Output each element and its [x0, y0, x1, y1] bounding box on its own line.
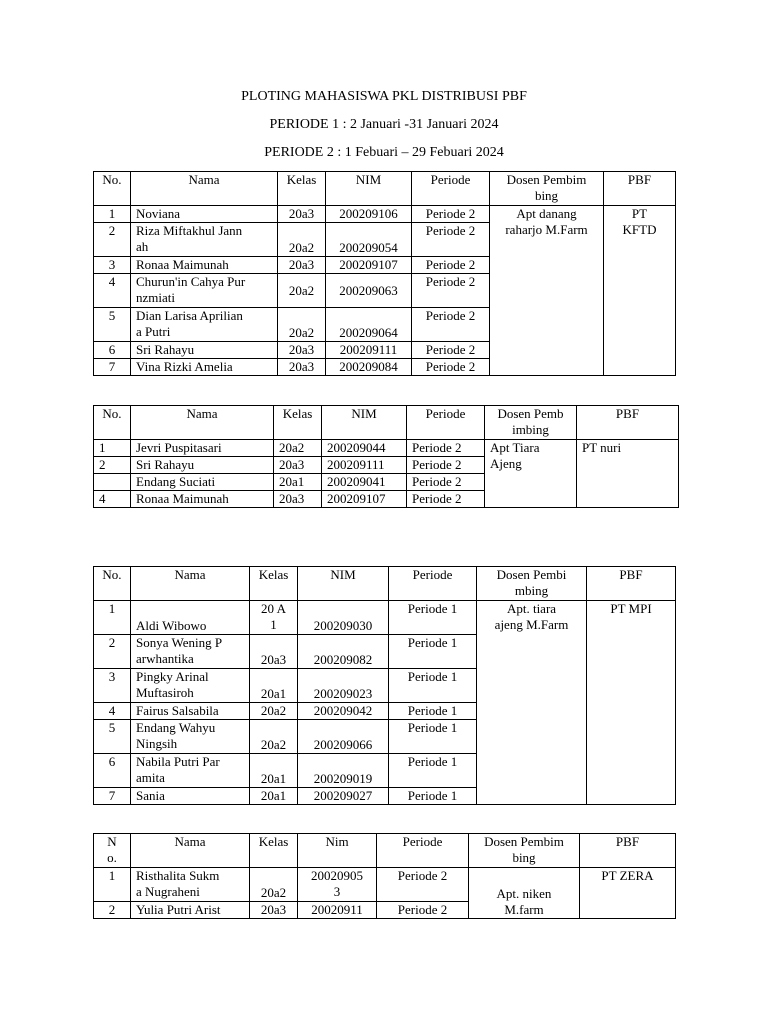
cell-nim: 200209019 [298, 754, 389, 788]
cell-no: 1 [94, 868, 131, 902]
header-kelas: Kelas [250, 567, 298, 601]
cell-periode: Periode 2 [412, 359, 490, 376]
header-dosen: Dosen Pembim bing [469, 834, 580, 868]
table-pbf-zera [93, 833, 676, 919]
header-dosen: Dosen Pemb imbing [485, 406, 577, 440]
cell-no: 4 [94, 703, 131, 720]
cell-kelas: 20a3 [250, 902, 298, 919]
cell-nim: 200209111 [322, 457, 407, 474]
header-no: N o. [94, 834, 131, 868]
cell-pbf: PT nuri [577, 440, 679, 508]
cell-nama: Noviana [131, 206, 278, 223]
cell-no: 2 [94, 457, 131, 474]
cell-nama: Sania [131, 788, 250, 805]
header-nama: Nama [131, 567, 250, 601]
cell-nim: 200209027 [298, 788, 389, 805]
cell-kelas: 20a1 [250, 669, 298, 703]
header-nim: NIM [326, 172, 412, 206]
cell-nim: 20020911 [298, 902, 377, 919]
cell-pbf: PT KFTD [604, 206, 676, 376]
cell-kelas: 20a2 [274, 440, 322, 457]
table-pbf-nuri [93, 405, 679, 508]
cell-periode: Periode 2 [412, 342, 490, 359]
cell-periode: Periode 2 [412, 308, 490, 342]
cell-dosen: Apt danang raharjo M.Farm [490, 206, 604, 376]
cell-kelas: 20a1 [250, 754, 298, 788]
cell-dosen: Apt Tiara Ajeng [485, 440, 577, 508]
table-row [94, 868, 676, 902]
document-title: PLOTING MAHASISWA PKL DISTRIBUSI PBF [241, 89, 527, 104]
header-periode: Periode [407, 406, 485, 440]
cell-no: 4 [94, 491, 131, 508]
header-nim: NIM [322, 406, 407, 440]
cell-nama: Pingky Arinal Muftasiroh [131, 669, 250, 703]
cell-periode: Periode 2 [407, 474, 485, 491]
cell-periode: Periode 1 [389, 720, 477, 754]
cell-no: 2 [94, 902, 131, 919]
cell-kelas: 20a3 [278, 359, 326, 376]
cell-nim: 200209111 [326, 342, 412, 359]
cell-no: 3 [94, 257, 131, 274]
cell-nim: 200209064 [326, 308, 412, 342]
cell-nama: Jevri Puspitasari [131, 440, 274, 457]
header-nim: NIM [298, 567, 389, 601]
cell-periode: Periode 1 [389, 635, 477, 669]
cell-nama: Nabila Putri Par amita [131, 754, 250, 788]
cell-no: 5 [94, 720, 131, 754]
cell-nim: 200209082 [298, 635, 389, 669]
header-pbf: PBF [604, 172, 676, 206]
cell-nama: Riza Miftakhul Jann ah [131, 223, 278, 257]
header-kelas: Kelas [250, 834, 298, 868]
cell-kelas: 20a2 [250, 703, 298, 720]
cell-no: 2 [94, 635, 131, 669]
cell-kelas: 20a1 [274, 474, 322, 491]
cell-nama: Ronaa Maimunah [131, 257, 278, 274]
cell-no: 7 [94, 788, 131, 805]
cell-no: 1 [94, 601, 131, 635]
header-kelas: Kelas [274, 406, 322, 440]
cell-periode: Periode 1 [389, 669, 477, 703]
header-pbf: PBF [587, 567, 676, 601]
header-pbf: PBF [577, 406, 679, 440]
cell-nim: 200209084 [326, 359, 412, 376]
header-nama: Nama [131, 834, 250, 868]
cell-nim: 200209107 [322, 491, 407, 508]
cell-periode: Periode 1 [389, 754, 477, 788]
cell-nama: Risthalita Sukm a Nugraheni [131, 868, 250, 902]
cell-nim: 20020905 3 [298, 868, 377, 902]
cell-periode: Periode 2 [412, 223, 490, 257]
cell-kelas: 20a3 [274, 491, 322, 508]
cell-dosen: Apt. niken M.farm [469, 868, 580, 919]
header-no: No. [94, 406, 131, 440]
cell-pbf: PT ZERA [580, 868, 676, 919]
header-periode: Periode [377, 834, 469, 868]
cell-kelas: 20a1 [250, 788, 298, 805]
header-nama: Nama [131, 172, 278, 206]
cell-periode: Periode 1 [389, 788, 477, 805]
cell-no: 2 [94, 223, 131, 257]
table-row [94, 601, 676, 635]
cell-periode: Periode 2 [412, 257, 490, 274]
cell-nim: 200209030 [298, 601, 389, 635]
cell-nama: Sonya Wening P arwhantika [131, 635, 250, 669]
periode-2-line: PERIODE 2 : 1 Febuari – 29 Febuari 2024 [264, 145, 504, 160]
cell-no: 7 [94, 359, 131, 376]
cell-kelas: 20a3 [250, 635, 298, 669]
cell-nama: Aldi Wibowo [131, 601, 250, 635]
cell-periode: Periode 1 [389, 601, 477, 635]
cell-dosen: Apt. tiara ajeng M.Farm [477, 601, 587, 805]
header-kelas: Kelas [278, 172, 326, 206]
cell-no: 4 [94, 274, 131, 308]
cell-no: 5 [94, 308, 131, 342]
cell-nim: 200209042 [298, 703, 389, 720]
cell-pbf: PT MPI [587, 601, 676, 805]
header-periode: Periode [412, 172, 490, 206]
cell-nim: 200209063 [326, 274, 412, 308]
header-dosen: Dosen Pembi mbing [477, 567, 587, 601]
cell-nama: Sri Rahayu [131, 342, 278, 359]
header-nama: Nama [131, 406, 274, 440]
cell-kelas: 20a2 [250, 720, 298, 754]
header-pbf: PBF [580, 834, 676, 868]
cell-kelas: 20a2 [250, 868, 298, 902]
cell-kelas: 20a2 [278, 223, 326, 257]
header-dosen: Dosen Pembim bing [490, 172, 604, 206]
cell-nama: Fairus Salsabila [131, 703, 250, 720]
cell-nim: 200209041 [322, 474, 407, 491]
cell-no [94, 474, 131, 491]
cell-nim: 200209044 [322, 440, 407, 457]
header-nim: Nim [298, 834, 377, 868]
table-pbf-mpi [93, 566, 676, 805]
cell-kelas: 20a3 [278, 342, 326, 359]
cell-no: 6 [94, 754, 131, 788]
cell-kelas: 20a3 [274, 457, 322, 474]
cell-nim: 200209054 [326, 223, 412, 257]
cell-nim: 200209106 [326, 206, 412, 223]
cell-periode: Periode 2 [407, 457, 485, 474]
cell-nama: Vina Rizki Amelia [131, 359, 278, 376]
cell-nim: 200209107 [326, 257, 412, 274]
cell-nama: Endang Suciati [131, 474, 274, 491]
header-no: No. [94, 172, 131, 206]
cell-periode: Periode 2 [377, 868, 469, 902]
cell-nim: 200209023 [298, 669, 389, 703]
cell-nama: Dian Larisa Aprilian a Putri [131, 308, 278, 342]
cell-periode: Periode 2 [407, 440, 485, 457]
header-no: No. [94, 567, 131, 601]
table-row [94, 206, 676, 223]
cell-no: 6 [94, 342, 131, 359]
cell-nama: Yulia Putri Arist [131, 902, 250, 919]
cell-nama: Ronaa Maimunah [131, 491, 274, 508]
periode-1-line: PERIODE 1 : 2 Januari -31 Januari 2024 [269, 117, 499, 132]
cell-no: 3 [94, 669, 131, 703]
cell-no: 1 [94, 440, 131, 457]
cell-nama: Endang Wahyu Ningsih [131, 720, 250, 754]
cell-periode: Periode 2 [412, 274, 490, 308]
cell-nim: 200209066 [298, 720, 389, 754]
cell-kelas: 20 A 1 [250, 601, 298, 635]
cell-kelas: 20a2 [278, 274, 326, 308]
cell-periode: Periode 2 [407, 491, 485, 508]
cell-kelas: 20a2 [278, 308, 326, 342]
cell-periode: Periode 2 [412, 206, 490, 223]
cell-kelas: 20a3 [278, 206, 326, 223]
cell-no: 1 [94, 206, 131, 223]
cell-kelas: 20a3 [278, 257, 326, 274]
cell-periode: Periode 2 [377, 902, 469, 919]
cell-periode: Periode 1 [389, 703, 477, 720]
table-row [94, 440, 679, 457]
cell-nama: Churun'in Cahya Pur nzmiati [131, 274, 278, 308]
header-periode: Periode [389, 567, 477, 601]
cell-nama: Sri Rahayu [131, 457, 274, 474]
table-pbf-kftd [93, 171, 676, 376]
